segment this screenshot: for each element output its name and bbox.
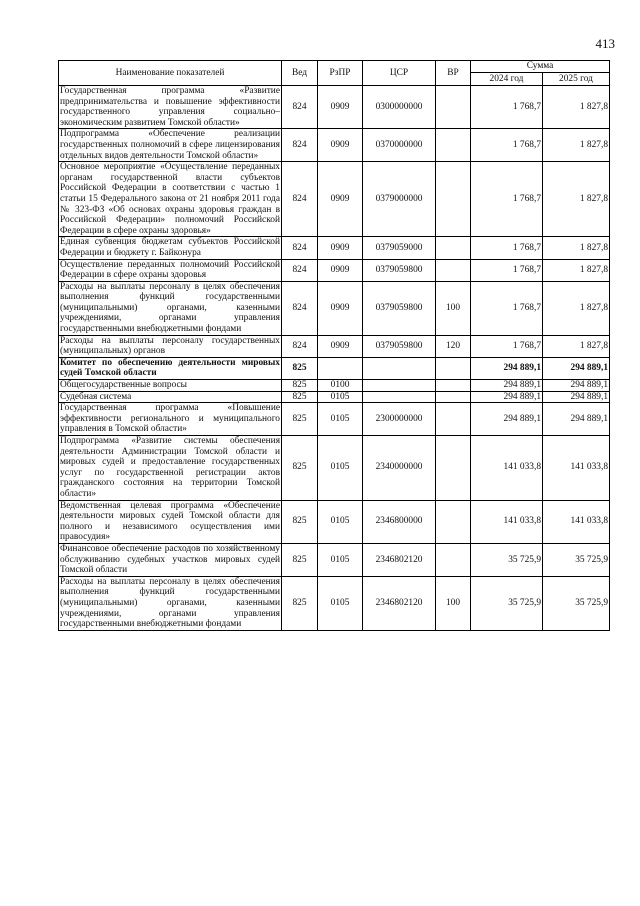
table-body — [59, 86, 610, 631]
row-ved: 825 — [282, 357, 318, 379]
header-year-2024: 2024 год — [471, 73, 543, 86]
row-csr — [363, 391, 436, 403]
row-sum-2025: 35 725,9 — [543, 543, 610, 576]
row-ved: 825 — [282, 391, 318, 403]
row-csr — [363, 380, 436, 392]
table-row — [59, 543, 610, 576]
row-rzpr: 0105 — [318, 576, 363, 630]
row-name: Ведомственная целевая программа «Обеспечение деятельности мировых судей Томской области для полного и независимого осуществления ими правосудия» — [60, 500, 280, 543]
row-sum-2025: 141 033,8 — [543, 436, 610, 501]
row-rzpr: 0909 — [318, 162, 363, 237]
row-csr: 2346800000 — [363, 500, 436, 543]
row-sum-2024: 141 033,8 — [471, 436, 543, 501]
row-sum-2025: 1 827,8 — [543, 129, 610, 162]
table-row — [59, 129, 610, 162]
table-row — [59, 436, 610, 501]
row-ved: 824 — [282, 86, 318, 129]
row-name: Подпрограмма «Развитие системы обеспечения деятельности Администрации Томской области и мировых судей и предоставление государственных услуг по государственной регистрации актов гражданского состояния на территории Томской области» — [60, 436, 280, 499]
table-row — [59, 403, 610, 436]
row-sum-2024: 294 889,1 — [471, 357, 543, 379]
table-row — [59, 357, 610, 379]
row-csr: 0300000000 — [363, 86, 436, 129]
table-row — [59, 500, 610, 543]
row-rzpr: 0909 — [318, 281, 363, 335]
row-name: Единая субвенция бюджетам субъектов Российской Федерации и бюджету г. Байконура — [60, 237, 280, 258]
row-sum-2025: 294 889,1 — [543, 403, 610, 436]
row-name: Комитет по обеспечению деятельности мировых судей Томской области — [60, 357, 280, 379]
row-csr: 2340000000 — [363, 436, 436, 501]
row-csr: 0379059800 — [363, 335, 436, 357]
header-csr: ЦСР — [363, 61, 436, 86]
row-sum-2024: 1 768,7 — [471, 281, 543, 335]
row-ved: 825 — [282, 403, 318, 436]
row-sum-2025: 141 033,8 — [543, 500, 610, 543]
table-row — [59, 380, 610, 392]
row-rzpr: 0909 — [318, 86, 363, 129]
row-vr — [436, 86, 471, 129]
table-row — [59, 237, 610, 259]
row-rzpr: 0105 — [318, 500, 363, 543]
row-rzpr: 0909 — [318, 259, 363, 281]
header-year-2025: 2025 год — [543, 73, 610, 86]
row-ved: 825 — [282, 543, 318, 576]
table-row — [59, 391, 610, 403]
row-csr: 2300000000 — [363, 403, 436, 436]
row-sum-2025: 1 827,8 — [543, 281, 610, 335]
row-vr — [436, 403, 471, 436]
row-csr: 0370000000 — [363, 129, 436, 162]
row-ved: 824 — [282, 129, 318, 162]
row-csr: 2346802120 — [363, 576, 436, 630]
header-sum: Сумма — [471, 61, 610, 73]
table-row — [59, 281, 610, 335]
row-sum-2025: 1 827,8 — [543, 162, 610, 237]
row-sum-2025: 1 827,8 — [543, 237, 610, 259]
row-sum-2024: 35 725,9 — [471, 576, 543, 630]
row-sum-2025: 1 827,8 — [543, 86, 610, 129]
row-name: Основное мероприятие «Осуществление переданных органам государственной власти субъектов Российской Федерации в соответствии с частью 1 статьи 15 Федерального закона от 21 ноября 2011 года № 323-ФЗ «Об основах охраны здоровья граждан в Российской Федерации» полномочий Российской Федерации в сфере охраны здоровья» — [60, 162, 280, 236]
row-sum-2024: 294 889,1 — [471, 380, 543, 392]
row-sum-2024: 141 033,8 — [471, 500, 543, 543]
header-ved: Вед — [282, 61, 318, 86]
row-ved: 824 — [282, 259, 318, 281]
row-vr: 100 — [436, 576, 471, 630]
table-row — [59, 259, 610, 281]
row-vr: 100 — [436, 281, 471, 335]
table-row — [59, 335, 610, 357]
row-name: Расходы на выплаты персоналу в целях обеспечения выполнения функций государственными (муниципальными) органами, казенными учреждениями, органами управления государственными внебюджетными фондами — [60, 576, 280, 630]
row-sum-2025: 1 827,8 — [543, 335, 610, 357]
row-rzpr: 0909 — [318, 129, 363, 162]
row-vr — [436, 500, 471, 543]
row-csr — [363, 357, 436, 379]
row-sum-2024: 294 889,1 — [471, 403, 543, 436]
row-vr — [436, 357, 471, 379]
row-ved: 825 — [282, 380, 318, 392]
row-name: Государственная программа «Развитие предпринимательства и повышение эффективности государственного управления социально–экономическим развитием Томской области» — [60, 86, 280, 128]
row-name: Расходы на выплаты персоналу в целях обеспечения выполнения функций государственными (муниципальными) органами, казенными учреждениями, органами управления государственными внебюджетными фондами — [60, 281, 280, 335]
row-sum-2025: 294 889,1 — [543, 357, 610, 379]
row-sum-2024: 1 768,7 — [471, 259, 543, 281]
row-sum-2024: 1 768,7 — [471, 129, 543, 162]
row-vr — [436, 129, 471, 162]
row-csr: 0379000000 — [363, 162, 436, 237]
row-sum-2025: 294 889,1 — [543, 380, 610, 392]
row-rzpr: 0105 — [318, 543, 363, 576]
row-sum-2024: 35 725,9 — [471, 543, 543, 576]
row-sum-2024: 1 768,7 — [471, 335, 543, 357]
row-rzpr: 0100 — [318, 380, 363, 392]
row-rzpr: 0909 — [318, 335, 363, 357]
row-sum-2024: 1 768,7 — [471, 162, 543, 237]
row-sum-2024: 294 889,1 — [471, 391, 543, 403]
row-rzpr: 0105 — [318, 403, 363, 436]
table-row — [59, 576, 610, 630]
row-ved: 825 — [282, 500, 318, 543]
row-ved: 825 — [282, 576, 318, 630]
row-name: Судебная система — [59, 391, 282, 403]
row-sum-2024: 1 768,7 — [471, 86, 543, 129]
header-rzpr: РзПР — [318, 61, 363, 86]
row-vr — [436, 436, 471, 501]
row-sum-2024: 1 768,7 — [471, 237, 543, 259]
row-vr — [436, 391, 471, 403]
header-vr: ВР — [436, 61, 471, 86]
page-number: 413 — [595, 36, 615, 51]
row-ved: 824 — [282, 237, 318, 259]
row-rzpr: 0105 — [318, 391, 363, 403]
row-name: Осуществление переданных полномочий Российской Федерации в сфере охраны здоровья — [60, 259, 280, 281]
row-csr: 0379059800 — [363, 259, 436, 281]
row-vr — [436, 380, 471, 392]
row-sum-2025: 294 889,1 — [543, 391, 610, 403]
row-vr — [436, 259, 471, 281]
table-row — [59, 86, 610, 129]
row-vr: 120 — [436, 335, 471, 357]
row-rzpr: 0105 — [318, 436, 363, 501]
row-csr: 0379059000 — [363, 237, 436, 259]
row-ved: 824 — [282, 335, 318, 357]
row-rzpr — [318, 357, 363, 379]
table-row — [59, 162, 610, 237]
row-csr: 0379059800 — [363, 281, 436, 335]
row-csr: 2346802120 — [363, 543, 436, 576]
row-sum-2025: 35 725,9 — [543, 576, 610, 630]
header-name: Наименование показателей — [59, 61, 282, 86]
row-vr — [436, 237, 471, 259]
budget-table — [58, 60, 610, 631]
row-name: Расходы на выплаты персоналу государственных (муниципальных) органов — [60, 335, 280, 357]
row-ved: 824 — [282, 281, 318, 335]
row-name: Финансовое обеспечение расходов по хозяйственному обслуживанию судебных участков мировых судей Томской области — [60, 543, 280, 576]
row-vr — [436, 543, 471, 576]
row-rzpr: 0909 — [318, 237, 363, 259]
row-name: Подпрограмма «Обеспечение реализации государственных полномочий в сфере лицензирования отдельных видов деятельности Томской области» — [60, 129, 280, 161]
row-sum-2025: 1 827,8 — [543, 259, 610, 281]
row-ved: 825 — [282, 436, 318, 501]
row-name: Общегосударственные вопросы — [59, 380, 282, 392]
row-vr — [436, 162, 471, 237]
row-ved: 824 — [282, 162, 318, 237]
row-name: Государственная программа «Повышение эффективности регионального и муниципального управления в Томской области» — [60, 403, 280, 435]
